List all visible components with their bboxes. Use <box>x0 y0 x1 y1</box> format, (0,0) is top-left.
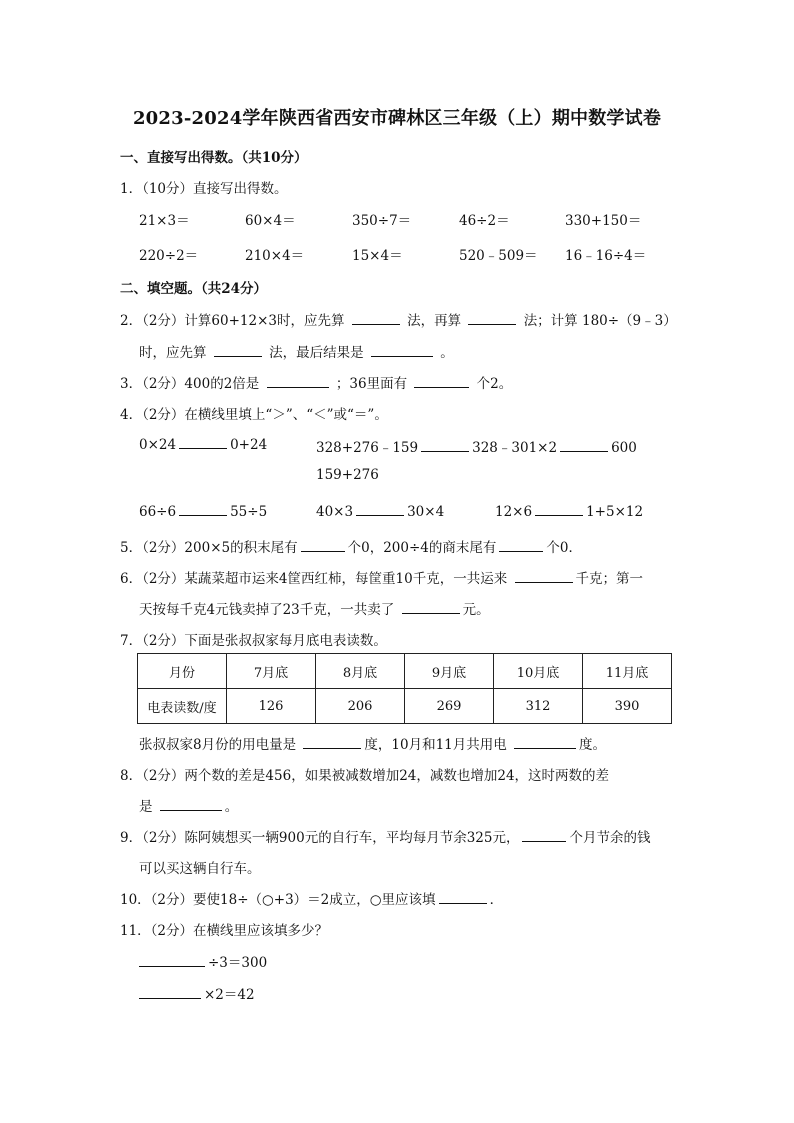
q6-text: 千克；第一 <box>575 571 643 587</box>
table-cell: 电表读数/度 <box>138 689 227 724</box>
table-cell: 7月底 <box>227 654 316 689</box>
answer-blank[interactable] <box>522 829 566 842</box>
q8-line-2 <box>139 795 238 815</box>
table-cell: 10月底 <box>494 654 583 689</box>
q11-text: ÷3＝300 <box>208 955 268 971</box>
q10-text: 10．（2分）要使18÷（○+3）＝2成立，○里应该填 <box>120 892 436 908</box>
q1-item: 46÷2＝ <box>459 213 510 229</box>
answer-blank[interactable] <box>139 986 201 999</box>
q11-item-1 <box>139 951 267 971</box>
answer-blank[interactable] <box>421 439 469 452</box>
q4-expr: 328﹣301×2 <box>472 440 558 456</box>
q1-item: 220÷2＝ <box>139 248 199 264</box>
q5-line <box>120 536 582 556</box>
table-cell: 11月底 <box>583 654 672 689</box>
q8-line-1: 8．（2分）两个数的差是456，如果被减数增加24，减数也增加24，这时两数的差 <box>120 768 610 784</box>
table-cell: 390 <box>583 689 672 724</box>
q2-text: 。 <box>440 345 454 361</box>
q1-stem: 1．（10分）直接写出得数。 <box>120 181 288 197</box>
q7-text: 张叔叔家8月份的用电量是 <box>139 737 297 753</box>
q1-item: 350÷7＝ <box>352 213 412 229</box>
q10-line <box>120 888 503 908</box>
table-cell: 269 <box>405 689 494 724</box>
q2-line-1 <box>120 309 677 329</box>
q2-line-2 <box>139 341 454 361</box>
q4-expr: 0+24 <box>230 437 268 453</box>
q2-text: 法，再算 <box>407 313 462 329</box>
answer-blank[interactable] <box>560 439 608 452</box>
table-cell: 206 <box>316 689 405 724</box>
q3-text: ；36里面有 <box>335 376 408 392</box>
answer-blank[interactable] <box>303 736 361 749</box>
q4-compare-1 <box>139 436 267 453</box>
q6-line-1 <box>120 567 643 587</box>
table-cell: 312 <box>494 689 583 724</box>
table-row <box>138 689 672 724</box>
q4-compare-3 <box>139 503 267 520</box>
answer-blank[interactable] <box>535 503 583 516</box>
q4-stem: 4．（2分）在横线里填上“＞”、“＜”或“＝”。 <box>120 407 388 423</box>
q1-item: 60×4＝ <box>245 213 296 229</box>
q4-expr: 0×24 <box>139 437 177 453</box>
answer-blank[interactable] <box>439 891 487 904</box>
q1-item: 210×4＝ <box>245 248 305 264</box>
q3-text: 3．（2分）400的2倍是 <box>120 376 260 392</box>
q2-text: 时，应先算 <box>139 345 207 361</box>
q9-text: 9．（2分）陈阿姨想买一辆900元的自行车，平均每月节余325元， <box>120 830 520 846</box>
q4-expr: 55÷5 <box>230 504 268 520</box>
q4-expr-continued: 159+276 <box>316 467 379 483</box>
section-2-heading: 二、填空题。（共24分） <box>120 281 268 297</box>
q4-expr: 40×3 <box>316 504 354 520</box>
answer-blank[interactable] <box>468 312 516 325</box>
q2-text: 法，最后结果是 <box>269 345 364 361</box>
q7-text: 度。 <box>579 737 607 753</box>
q10-text: ． <box>489 892 504 908</box>
q1-item: 520﹣509＝ <box>459 248 538 264</box>
q9-text: 个月节余的钱 <box>569 830 651 846</box>
q3-line <box>120 372 512 392</box>
q7-stem: 7．（2分）下面是张叔叔家每月底电表读数。 <box>120 633 387 649</box>
q3-text: 个2。 <box>476 376 513 392</box>
answer-blank[interactable] <box>371 344 433 357</box>
q8-text: 。 <box>224 799 239 815</box>
q2-text: 2．（2分）计算60+12×3时，应先算 <box>120 313 345 329</box>
q4-expr: 328+276﹣159 <box>316 440 419 456</box>
answer-blank[interactable] <box>214 344 262 357</box>
table-header-row <box>138 654 672 689</box>
q4-compare-2 <box>316 436 637 456</box>
q1-item: 330+150＝ <box>565 213 642 229</box>
q2-text: 法；计算 180÷（9﹣3） <box>523 313 677 329</box>
q6-text: 天按每千克4元钱卖掉了23千克，一共卖了 <box>139 602 395 618</box>
answer-blank[interactable] <box>499 539 543 552</box>
answer-blank[interactable] <box>139 954 205 967</box>
q4-compare-5 <box>495 503 643 520</box>
q8-text: 是 <box>139 799 153 815</box>
q4-compare-4 <box>316 503 444 520</box>
q1-item: 21×3＝ <box>139 213 190 229</box>
answer-blank[interactable] <box>160 798 222 811</box>
q1-item: 15×4＝ <box>352 248 403 264</box>
answer-blank[interactable] <box>301 539 345 552</box>
answer-blank[interactable] <box>179 503 227 516</box>
q5-text: 个0，200÷4的商末尾有 <box>347 540 497 556</box>
q11-item-2 <box>139 983 255 1003</box>
table-cell: 9月底 <box>405 654 494 689</box>
section-1-heading: 一、直接写出得数。（共10分） <box>120 150 308 166</box>
q7-text: 度，10月和11月共用电 <box>364 737 507 753</box>
answer-blank[interactable] <box>515 570 573 583</box>
q4-expr: 66÷6 <box>139 504 177 520</box>
q4-expr: 30×4 <box>407 504 445 520</box>
answer-blank[interactable] <box>414 375 469 388</box>
meter-reading-table <box>137 653 672 724</box>
q5-text: 个0． <box>546 540 582 556</box>
q11-text: ×2＝42 <box>204 987 255 1003</box>
table-cell: 126 <box>227 689 316 724</box>
q4-expr: 1+5×12 <box>586 504 644 520</box>
answer-blank[interactable] <box>179 436 227 449</box>
answer-blank[interactable] <box>267 375 329 388</box>
q6-text: 6．（2分）某蔬菜超市运来4筐西红柿，每筐重10千克，一共运来 <box>120 571 508 587</box>
q4-expr: 600 <box>611 440 637 456</box>
table-cell: 8月底 <box>316 654 405 689</box>
page-title: 2023-2024学年陕西省西安市碑林区三年级（上）期中数学试卷 <box>132 108 662 129</box>
q6-text: 元。 <box>462 602 490 618</box>
table-cell: 月份 <box>138 654 227 689</box>
q9-line-1 <box>120 826 650 846</box>
q4-expr: 12×6 <box>495 504 533 520</box>
q9-line-2: 可以买这辆自行车。 <box>139 861 261 877</box>
answer-blank[interactable] <box>352 312 400 325</box>
q5-text: 5．（2分）200×5的积末尾有 <box>120 540 298 556</box>
answer-blank[interactable] <box>356 503 404 516</box>
q7-question <box>139 733 606 753</box>
q1-item: 16﹣16÷4＝ <box>565 248 647 264</box>
answer-blank[interactable] <box>402 601 460 614</box>
answer-blank[interactable] <box>514 736 576 749</box>
q11-stem: 11．（2分）在横线里应该填多少？ <box>120 923 329 939</box>
q6-line-2 <box>139 598 490 618</box>
